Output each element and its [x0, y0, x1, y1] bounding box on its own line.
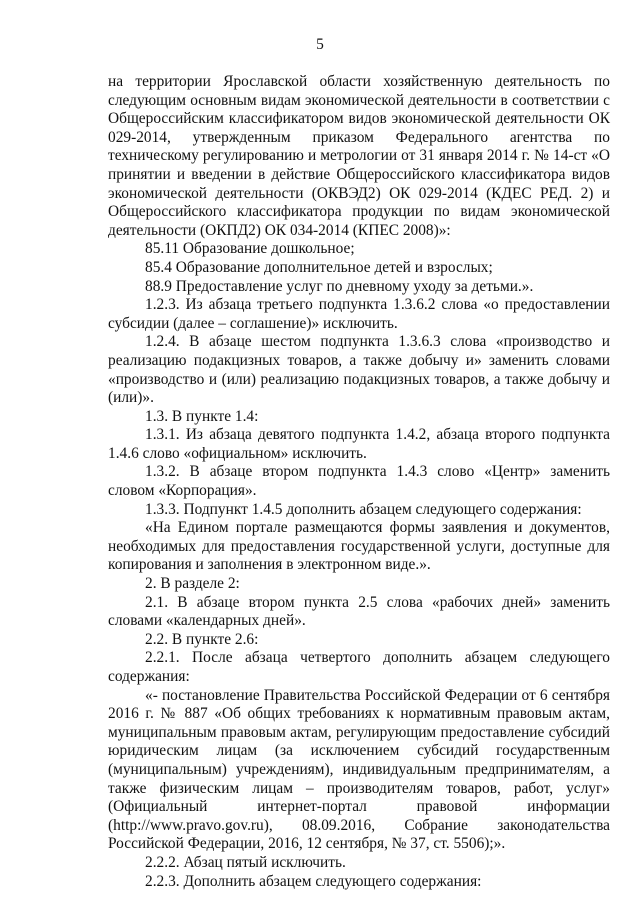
paragraph-okved-intro: на территории Ярославской области хозяйственную деятельность по следующим основным видам экономической деятельности в соответствии с Общероссийским классификатором видов экономической деятельности ОК 029-2014, утвержденным приказом Федерального агентства по техническому регулированию и метрологии от 31 января 2014 г. № 14-ст «О принятии и введении в действие Общероссийского классификатора видов экономической деятельности (ОКВЭД2) ОК 029-2014 (КДЕС РЕД. 2) и Общероссийского классификатора продукции по видам экономической деятельности (ОКПД2) ОК 034-2014 (КПЕС 2008)»: [108, 73, 610, 239]
paragraph-1-2-4: 1.2.4. В абзаце шестом подпункта 1.3.6.3 слова «производство и реализацию подакцизных товаров, а также добычу и» заменить словами «производство и (или) реализацию подакцизных товаров, а также добычу и (или)». [108, 333, 610, 407]
paragraph-code-85-11: 85.11 Образование дошкольное; [145, 240, 355, 258]
paragraph-1-3: 1.3. В пункте 1.4: [145, 407, 259, 425]
paragraph-decree-quote: «- постановление Правительства Российской Федерации от 6 сентября 2016 г. № 887 «Об общих требованиях к нормативным правовым актам, муниципальным правовым актам, регулирующим предоставление субсидий юридическим лицам (за исключением субсидий государственным (муниципальным) учреждениям), индивидуальным предпринимателям, а также физическим лицам – производителям товаров, работ, услуг» (Официальный интернет-портал правовой информации (http://www.pravo.gov.ru), 08.09.2016, Собрание законодательства Российской Федерации, 2016, 12 сентября, № 37, ст. 5506);». [108, 686, 610, 853]
paragraph-1-2-3: 1.2.3. Из абзаца третьего подпункта 1.3.6.2 слова «о предоставлении субсидии (далее – соглашение)» исключить. [108, 296, 610, 332]
paragraph-2-2-1: 2.2.1. После абзаца четвертого дополнить абзацем следующего содержания: [108, 649, 610, 685]
paragraph-1-3-3: 1.3.3. Подпункт 1.4.5 дополнить абзацем следующего содержания: [145, 500, 582, 518]
document-body [108, 73, 610, 891]
paragraph-2-2: 2.2. В пункте 2.6: [145, 630, 259, 648]
page-number: 5 [316, 36, 324, 53]
paragraph-code-88-9: 88.9 Предоставление услуг по дневному уходу за детьми.». [145, 277, 534, 295]
paragraph-1-3-2: 1.3.2. В абзаце втором подпункта 1.4.3 слово «Центр» заменить словом «Корпорация». [108, 463, 610, 500]
paragraph-2-1: 2.1. В абзаце втором пункта 2.5 слова «рабочих дней» заменить словами «календарных дней». [108, 593, 610, 630]
paragraph-1-3-1: 1.3.1. Из абзаца девятого подпункта 1.4.2, абзаца второго подпункта 1.4.6 слово «официальном» исключить. [108, 426, 610, 462]
paragraph-section-2: 2. В разделе 2: [145, 575, 240, 593]
paragraph-code-85-4: 85.4 Образование дополнительное детей и взрослых; [145, 258, 493, 276]
paragraph-portal-quote: «На Едином портале размещаются формы заявления и документов, необходимых для предоставления государственной услуги, доступные для копирования и заполнения в электронном виде.». [108, 519, 610, 574]
paragraph-2-2-3: 2.2.3. Дополнить абзацем следующего содержания: [145, 872, 482, 890]
paragraph-2-2-2: 2.2.2. Абзац пятый исключить. [145, 853, 346, 871]
